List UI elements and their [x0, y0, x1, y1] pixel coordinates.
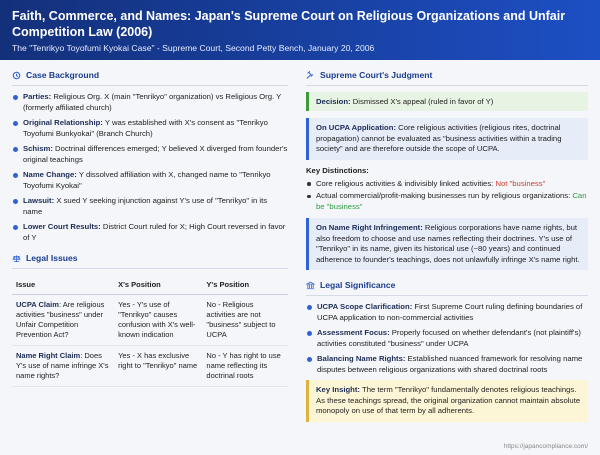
item-text: Y was established with X's consent as "Tenrikyo Toyofumi Bunkyokai" (Branch Church) — [23, 118, 268, 138]
item-text: Religious Org. X (main "Tenrikyo" organization) vs Religious Org. Y (formerly affiliated church) — [23, 92, 282, 112]
item-label: Lower Court Results: — [23, 222, 101, 231]
issue-cell — [12, 295, 114, 346]
list-item — [12, 92, 288, 113]
issue-label: UCPA Claim — [16, 300, 59, 309]
name-right-label: On Name Right Infringement: — [316, 223, 423, 232]
issue-text: : Does Y's use of name infringe X's name rights? — [16, 351, 109, 380]
insight-text: The term "Tenrikyo" fundamentally denotes religious teachings. As these teachings spread, the original organization cannot maintain absolute monopoly on use of that term by all adherents. — [316, 385, 581, 415]
list-item — [306, 328, 588, 349]
item-text: Properly focused on whether defendant's (not plaintiff's) activities constituted "business" under UCPA — [317, 328, 581, 348]
list-item — [306, 191, 588, 212]
left-column — [12, 70, 288, 387]
key-distinctions-title: Key Distinctions: — [306, 165, 369, 175]
x-position-cell: Yes - Y's use of "Tenrikyo" causes confusion with X's well-known indication — [114, 295, 202, 346]
item-label: Assessment Focus: — [317, 328, 390, 337]
judgment-title: Supreme Court's Judgment — [320, 70, 433, 80]
distinction-value: Can be "business" — [316, 191, 587, 211]
x-position-cell: Yes - X has exclusive right to "Tenrikyo" name — [114, 346, 202, 387]
issue-cell — [12, 346, 114, 387]
ucpa-label: On UCPA Application: — [316, 123, 396, 132]
history-icon — [12, 71, 21, 80]
item-text: District Court ruled for X; High Court reversed in favor of Y — [23, 222, 286, 242]
page-title: Faith, Commerce, and Names: Japan's Supreme Court on Religious Organizations and Unfair Competition Law (2006) — [12, 9, 566, 39]
column-header: Y's Position — [202, 275, 288, 295]
table-row — [12, 295, 288, 346]
decision-text: Dismissed X's appeal (ruled in favor of Y) — [350, 97, 494, 106]
y-position-cell: No - Y has right to use name reflecting its doctrinal roots — [202, 346, 288, 387]
item-label: Name Change: — [23, 170, 77, 179]
item-label: Schism: — [23, 144, 53, 153]
item-text: Established nuanced framework for resolving name disputes between religious organizations with shared doctrinal roots — [317, 354, 583, 374]
table-row — [12, 346, 288, 387]
background-list — [12, 92, 288, 243]
list-item — [12, 118, 288, 139]
issue-label: Name Right Claim — [16, 351, 81, 360]
page-subtitle: The "Tenrikyo Toyofumi Kyokai Case" - Supreme Court, Second Petty Bench, January 20, 2006 — [12, 43, 375, 53]
legal-issues-heading — [12, 253, 288, 269]
list-item — [306, 302, 588, 323]
item-text: Y dissolved affiliation with X, changed name to "Tenrikyo Toyofumi Kyokai" — [23, 170, 271, 190]
key-distinctions-list — [306, 179, 588, 213]
main-content — [0, 60, 600, 455]
item-label: Balancing Name Rights: — [317, 354, 406, 363]
item-label: Parties: — [23, 92, 52, 101]
ucpa-box — [306, 118, 588, 160]
name-right-text: Religious corporations have name rights, but also freedom to choose and use names reflecting their doctrines. Y's use of "Tenrikyo" in its name, given its historical use (~80 years) and continued adherence to founder's teachings, does not unlawfully infringe X's name right. — [316, 223, 580, 264]
issues-table — [12, 275, 288, 387]
decision-box — [306, 92, 588, 111]
gavel-icon — [306, 71, 315, 80]
issue-text: : Are religious activities "business" under Unfair Competition Prevention Act? — [16, 300, 105, 339]
list-item — [306, 179, 588, 190]
list-item — [12, 222, 288, 243]
item-label: Original Relationship: — [23, 118, 103, 127]
item-text: Doctrinal differences emerged; Y believed X diverged from founder's original teachings — [23, 144, 288, 164]
list-item — [12, 196, 288, 217]
column-header: X's Position — [114, 275, 202, 295]
y-position-cell: No - Religious activities are not "business" subject to UCPA — [202, 295, 288, 346]
list-item — [12, 170, 288, 191]
distinction-value: Not "business" — [495, 178, 546, 188]
decision-label: Decision: — [316, 97, 351, 106]
key-insight-box — [306, 380, 588, 422]
distinction-text: Actual commercial/profit-making businesses run by religious organizations: — [316, 191, 573, 200]
case-background-title: Case Background — [26, 70, 100, 80]
ucpa-text: Core religious activities (religious rites, doctrinal propagation) cannot be evaluated as "business activities within a trading society" and are therefore outside the scope of UCPA. — [316, 123, 562, 153]
legal-issues-title: Legal Issues — [26, 253, 78, 263]
significance-list — [306, 302, 588, 375]
scale-icon — [12, 254, 21, 263]
significance-title: Legal Significance — [320, 280, 396, 290]
list-item — [306, 354, 588, 375]
bank-icon — [306, 281, 315, 290]
significance-heading — [306, 280, 588, 296]
case-background-heading — [12, 70, 288, 86]
item-text: First Supreme Court ruling defining boundaries of UCPA application to non-commercial activities — [317, 302, 583, 322]
judgment-heading — [306, 70, 588, 86]
item-label: UCPA Scope Clarification: — [317, 302, 413, 311]
insight-label: Key Insight: — [316, 385, 360, 394]
right-column — [306, 70, 588, 422]
footer-url: https://japancompliance.com/ — [503, 443, 588, 450]
list-item — [12, 144, 288, 165]
name-right-box — [306, 218, 588, 270]
item-text: X sued Y seeking injunction against Y's use of "Tenrikyo" in its name — [23, 196, 268, 216]
column-header: Issue — [12, 275, 114, 295]
item-label: Lawsuit: — [23, 196, 55, 205]
header — [0, 0, 600, 60]
table-header-row — [12, 275, 288, 295]
distinction-text: Core religious activities & indivisibly linked activities: — [316, 178, 496, 188]
